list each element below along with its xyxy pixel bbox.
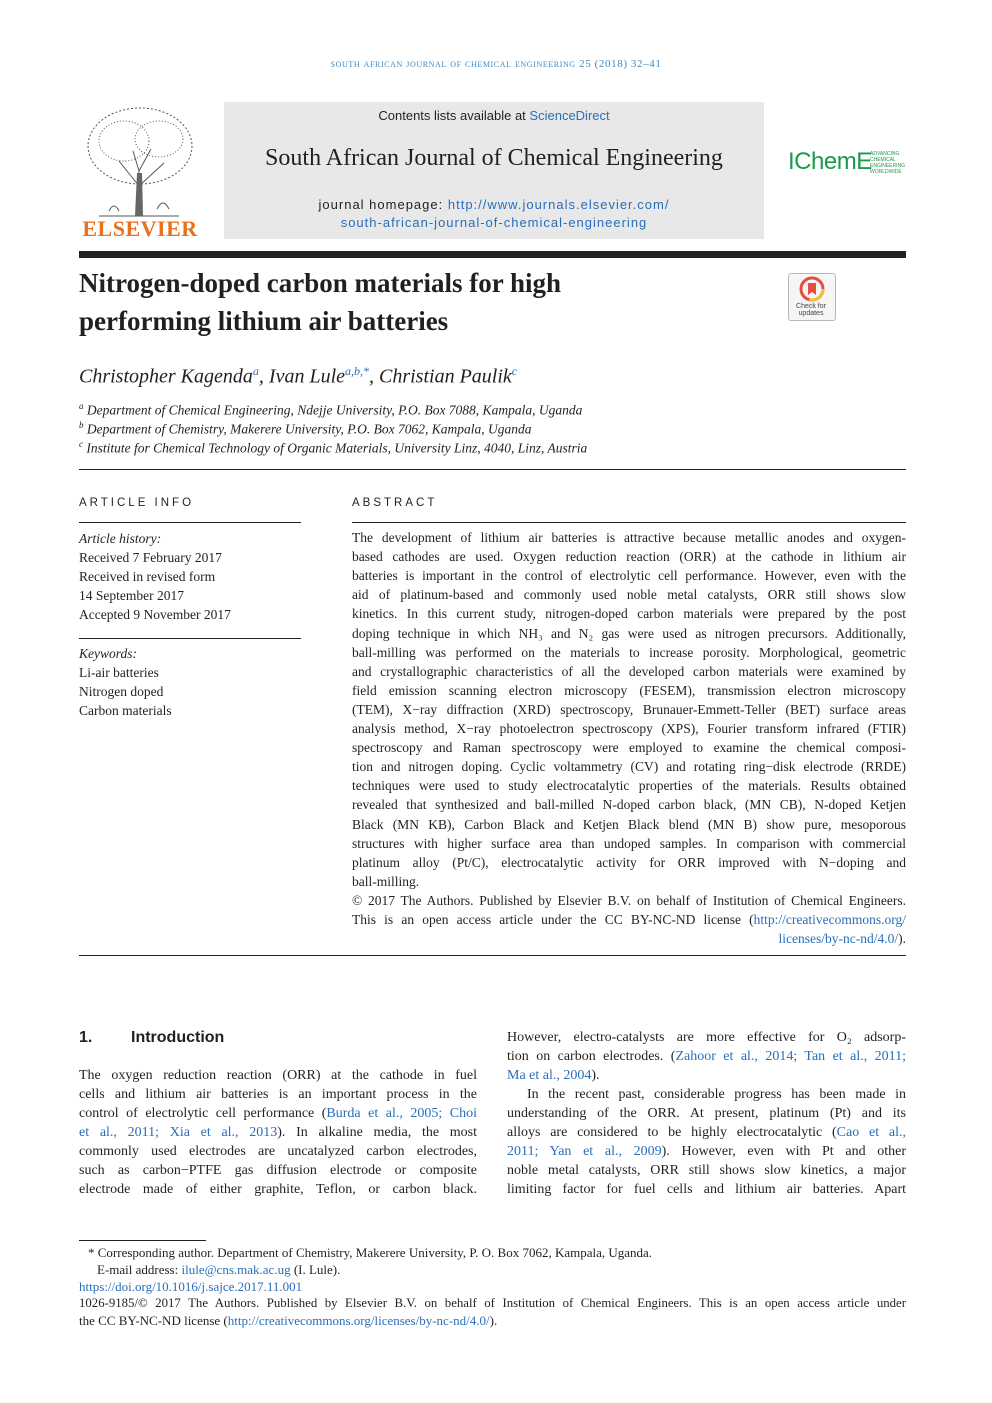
- license-close: ).: [898, 931, 906, 946]
- author-sep: ,: [258, 365, 269, 388]
- citation-link[interactable]: et al., 2011; Xia et al., 2013: [79, 1125, 278, 1140]
- citation-link[interactable]: Cao et al.,: [836, 1125, 906, 1140]
- icheme-logo: IChemE: [788, 148, 872, 175]
- running-header: south african journal of chemical engineering 25 (2018) 32–41: [330, 58, 662, 70]
- history-item: Received 7 February 2017: [79, 550, 222, 565]
- homepage-url-2[interactable]: south-african-journal-of-chemical-engineering: [340, 215, 648, 230]
- contents-line: [224, 108, 764, 123]
- author-name: Christopher Kagenda: [79, 365, 253, 388]
- history-label: Article history:: [79, 531, 162, 546]
- body-line: The oxygen reduction reaction (ORR) at the cathode in fuel: [79, 1068, 477, 1083]
- abstract-line: techniques were used to study electrocatalytic properties of the materials. Results obtained: [352, 778, 906, 793]
- body-line: [507, 1049, 906, 1065]
- abstract-line: ball-milling.: [352, 874, 420, 889]
- license-line: [352, 931, 906, 947]
- license-link[interactable]: http://creativecommons.org/: [753, 912, 906, 927]
- body-text: control of electrolytic cell performance (: [79, 1106, 327, 1121]
- affiliation: [79, 420, 531, 438]
- body-text: ).: [591, 1068, 600, 1083]
- body-line: [507, 1125, 906, 1141]
- author-list: [79, 364, 517, 389]
- body-line: limiting factor for fuel cells and lithium air batteries. Apart: [507, 1182, 906, 1197]
- contents-prefix: Contents lists available at: [378, 108, 526, 123]
- bookmark-icon: [789, 274, 835, 304]
- body-line: [507, 1144, 906, 1160]
- license-link[interactable]: http://creativecommons.org/licenses/by-nc-nd/4.0/: [227, 1313, 490, 1328]
- article-info-heading: ARTICLE INFO: [79, 497, 195, 509]
- body-line: noble metal catalysts, ORR still shows slow kinetics, a major: [507, 1163, 906, 1178]
- email-note: [97, 1262, 340, 1278]
- abstract-line: (TEM), X−ray diffraction (XRD) spectroscopy, Brunauer-Emmett-Teller (BET) surface areas: [352, 702, 906, 717]
- author-name: Ivan Lule: [268, 365, 345, 388]
- body-line: [507, 1068, 906, 1084]
- keywords-label: Keywords:: [79, 646, 137, 661]
- body-text: tion on carbon electrodes. (: [507, 1049, 676, 1064]
- abstract-line: and crystallographic characteristics of all the developed carbon materials were examined by: [352, 664, 906, 679]
- body-line: understanding of the ORR. At present, platinum (Pt) and its: [507, 1106, 906, 1121]
- body-text: alloys are considered to be highly electrocatalytic (: [507, 1125, 837, 1140]
- abstract-line: platinum alloy (Pt/C), electrocatalytic activity for ORR improved with N−doping and: [352, 855, 906, 870]
- abstract-line: tion and nitrogen doping. Cyclic voltammetry (CV) and rotating ring−disk electrode (RRDE): [352, 759, 906, 774]
- keyword: Li-air batteries: [79, 665, 159, 680]
- title-line: Nitrogen-doped carbon materials for high: [79, 268, 561, 298]
- affiliation-key: b: [79, 420, 84, 430]
- abstract-line: spectroscopy and Raman spectroscopy were employed to examine the chemical composi-: [352, 740, 906, 755]
- body-text: ). In alkaline media, the most: [277, 1125, 477, 1140]
- abstract-bottom-rule: [79, 955, 906, 956]
- affiliation-text: Institute for Chemical Technology of Organic Materials, University Linz, 4040, Linz, Austria: [86, 440, 588, 456]
- keyword: Nitrogen doped: [79, 684, 164, 699]
- body-line: cells and lithium air batteries is an important process in the: [79, 1087, 477, 1102]
- affiliation-text: Department of Chemistry, Makerere University, P.O. Box 7062, Kampala, Uganda: [86, 421, 532, 437]
- abstract-line: revealed that synthesized and ball-milled N-doped carbon black, (MN CB), N-doped Ketjen: [352, 797, 906, 812]
- icheme-tagline: ADVANCING CHEMICAL ENGINEERING WORLDWIDE: [870, 151, 906, 175]
- author-sep: ,: [369, 365, 379, 388]
- history-item: Received in revised form: [79, 569, 216, 584]
- elsevier-wordmark: ELSEVIER: [82, 216, 198, 241]
- abstract-line: structures with higher surface area than undoped samples. In comparison with commercial: [352, 836, 906, 851]
- body-line: commonly used electrodes are uncatalyzed carbon electrodes,: [79, 1144, 477, 1159]
- abstract-line: kinetics. In this current study, nitrogen-doped carbon materials were prepared by the post: [352, 606, 906, 621]
- affiliation-rule: [79, 469, 906, 470]
- section-number: 1.: [79, 1029, 93, 1046]
- article-info-rule: [79, 522, 301, 523]
- history-item: Accepted 9 November 2017: [79, 607, 231, 622]
- abstract-heading: ABSTRACT: [352, 497, 438, 509]
- title-line: performing lithium air batteries: [79, 306, 449, 336]
- section-title: Introduction: [131, 1029, 225, 1046]
- citation-link[interactable]: Zahoor et al., 2014; Tan et al., 2011;: [675, 1049, 907, 1064]
- citation-link[interactable]: Burda et al., 2005; Choi: [326, 1106, 477, 1121]
- author-affil-sup[interactable]: a,b,*: [345, 364, 369, 378]
- abstract-line: Black (MN KB), Carbon Black and Ketjen Black blend (MN B) show pure, mesoporous: [352, 817, 906, 832]
- footnote-license-line: [79, 1313, 497, 1329]
- doi-link[interactable]: https://doi.org/10.1016/j.sajce.2017.11.001: [79, 1279, 303, 1294]
- abstract-line: based cathodes are used. Oxygen reduction reaction (ORR) at the cathode in lithium air: [352, 549, 906, 564]
- sciencedirect-link[interactable]: ScienceDirect: [529, 108, 610, 123]
- body-line: However, electro-catalysts are more effective for O₂ adsorp-: [507, 1030, 906, 1045]
- affiliation-text: Department of Chemical Engineering, Ndejje University, P.O. Box 7088, Kampala, Uganda: [86, 402, 583, 418]
- abstract-line: The development of lithium air batteries is attractive because metallic anodes and oxygen-: [352, 530, 906, 545]
- homepage-label: journal homepage:: [318, 197, 444, 212]
- affiliation-key: a: [79, 401, 84, 411]
- email-label: E-mail address:: [97, 1262, 179, 1277]
- check-updates-label: Check for updates: [796, 303, 826, 317]
- abstract-line: field emission scanning electron microscopy (FESEM), transmission electron microscopy: [352, 683, 906, 698]
- license-line: [352, 912, 906, 928]
- issn-line: 1026-9185/© 2017 The Authors. Published by Elsevier B.V. on behalf of Institution of Chemical Engineers. This is an open access article under: [79, 1296, 906, 1310]
- history-item: 14 September 2017: [79, 588, 184, 603]
- abstract-line: doping technique in which NH₃ and N₂ gas were used as nitrogen precursors. Additionally,: [352, 626, 906, 641]
- author-affil-sup[interactable]: a: [252, 364, 259, 378]
- copyright-line: © 2017 The Authors. Published by Elsevier B.V. on behalf of Institution of Chemical Engineers.: [352, 893, 906, 908]
- journal-homepage: [224, 196, 764, 232]
- license-link[interactable]: licenses/by-nc-nd/4.0/: [778, 931, 899, 946]
- abstract-line: analysis method, X−ray photoelectron spectroscopy (XPS), Fourier transform infrared (FTIR): [352, 721, 906, 736]
- license-prefix: the CC BY-NC-ND license (: [79, 1313, 228, 1328]
- affiliation: [79, 401, 582, 419]
- corresponding-author-note: * Corresponding author. Department of Chemistry, Makerere University, P. O. Box 7062, Kampala, Uganda.: [88, 1245, 653, 1260]
- article-title: [79, 264, 759, 340]
- abstract-line: aid of platinum-based and commonly used noble metal catalysts, ORR still shows slow: [352, 587, 906, 602]
- email-link[interactable]: ilule@cns.mak.ac.ug: [181, 1262, 291, 1277]
- masthead-rule: [79, 251, 906, 258]
- body-text: ). However, even with Pt and other: [661, 1144, 907, 1159]
- body-line: such as carbon−PTFE gas diffusion electrode or composite: [79, 1163, 477, 1178]
- body-line: In the recent past, considerable progress has been made in: [527, 1087, 906, 1102]
- footnote-rule: [79, 1240, 206, 1241]
- email-owner: (I. Lule).: [293, 1262, 341, 1277]
- abstract-line: batteries is important in the control of electrolytic cell performance. However, even with the: [352, 568, 906, 583]
- affiliation-key: c: [79, 439, 83, 449]
- affiliation: [79, 439, 587, 457]
- body-line: electrode made of either graphite, Teflon, or carbon black.: [79, 1182, 477, 1197]
- abstract-rule: [352, 522, 906, 523]
- license-prefix: This is an open access article under the CC BY-NC-ND license (: [352, 912, 754, 927]
- author-affil-sup[interactable]: c: [511, 364, 518, 378]
- homepage-url-1[interactable]: http://www.journals.elsevier.com/: [447, 197, 670, 212]
- citation-link[interactable]: 2011; Yan et al., 2009: [507, 1144, 662, 1159]
- journal-title: South African Journal of Chemical Engineering: [265, 145, 723, 171]
- license-suffix: ).: [489, 1313, 498, 1328]
- body-line: [79, 1125, 477, 1141]
- body-line: [79, 1106, 477, 1122]
- citation-link[interactable]: Ma et al., 2004: [507, 1068, 592, 1083]
- abstract-line: ball-milling was performed on the materials to increase porosity. Morphological, geometric: [352, 645, 906, 660]
- article-info-rule: [79, 638, 301, 639]
- keyword: Carbon materials: [79, 703, 172, 718]
- author-name: Christian Paulik: [379, 365, 512, 388]
